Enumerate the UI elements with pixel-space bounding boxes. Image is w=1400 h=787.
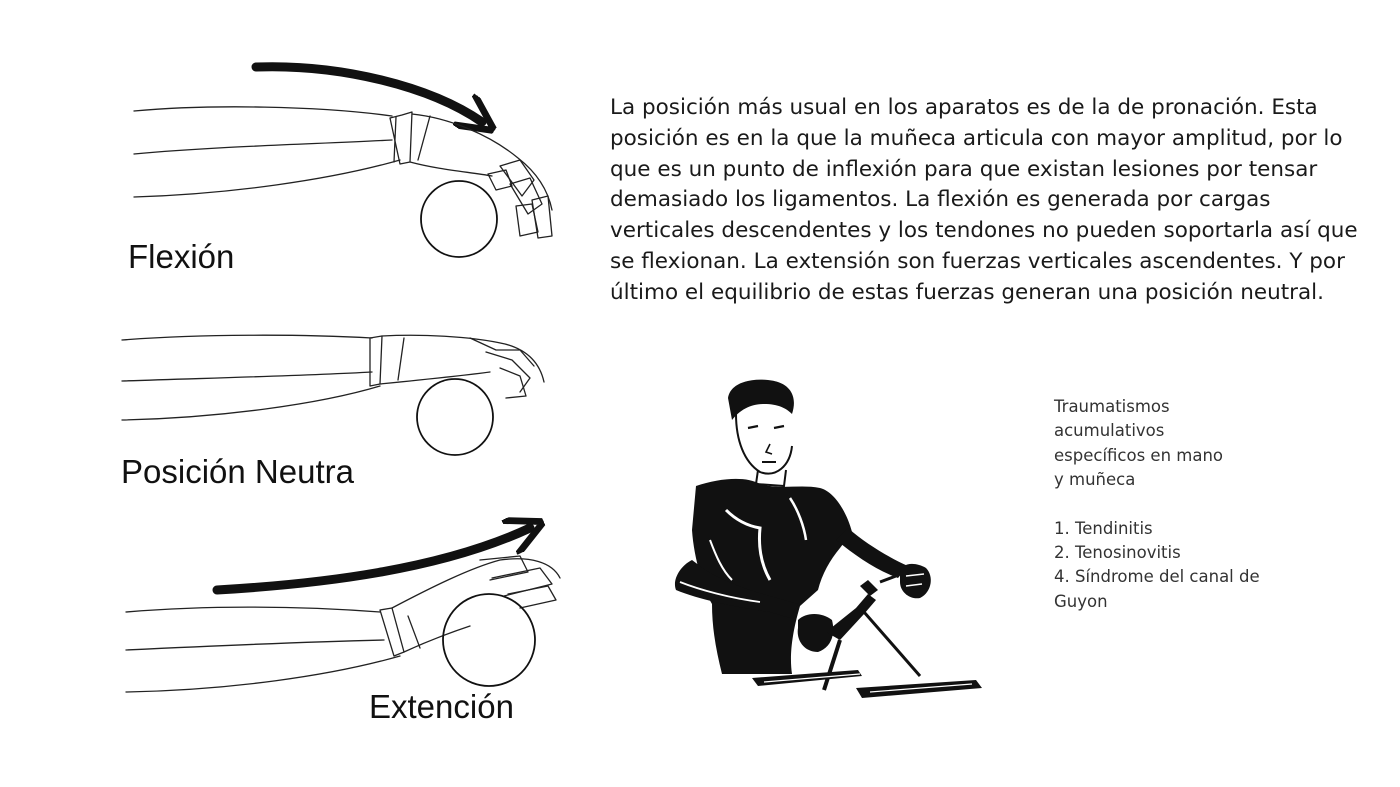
arm-flexion-illustration	[134, 67, 552, 257]
description-paragraph: La posición más usual en los aparatos es de la de pronación. Esta posición es en la que la muñeca articula con mayor amplitud, por lo que es un punto de inflexión para que existan lesiones por tensar demasiado los ligamentos. La flexión es generada por cargas verticales descendentes y los tendones no pueden soportarla así que se flexionan. La extensión son fuerzas verticales ascendentes. Y por último el equilibrio de estas fuerzas generan una posición neutral.	[610, 95, 1358, 305]
label-flexion: Flexión	[128, 238, 235, 275]
extension-arrow-icon	[217, 528, 530, 590]
list-item-text: Síndrome del canal de Guyon	[1054, 567, 1260, 611]
list-item-text: Tenosinovitis	[1075, 543, 1181, 563]
injury-list	[1054, 517, 1294, 615]
list-item	[1054, 565, 1294, 614]
arm-extension-illustration	[126, 528, 560, 692]
label-posicion-neutra: Posición Neutra	[121, 453, 354, 490]
arm-neutral-illustration	[122, 335, 544, 455]
label-extension: Extención	[369, 688, 514, 725]
list-item-number: 1.	[1054, 518, 1070, 538]
list-item-number: 4.	[1054, 567, 1070, 587]
list-item-text: Tendinitis	[1075, 518, 1153, 538]
list-item	[1054, 517, 1294, 541]
list-item	[1054, 541, 1294, 565]
sidebar-title: Traumatismos acumulativos específicos en mano y muñeca	[1054, 397, 1224, 490]
person-using-wrist-exerciser-illustration	[675, 380, 982, 698]
injuries-sidebar	[1054, 395, 1294, 614]
list-item-number: 2.	[1054, 543, 1070, 563]
